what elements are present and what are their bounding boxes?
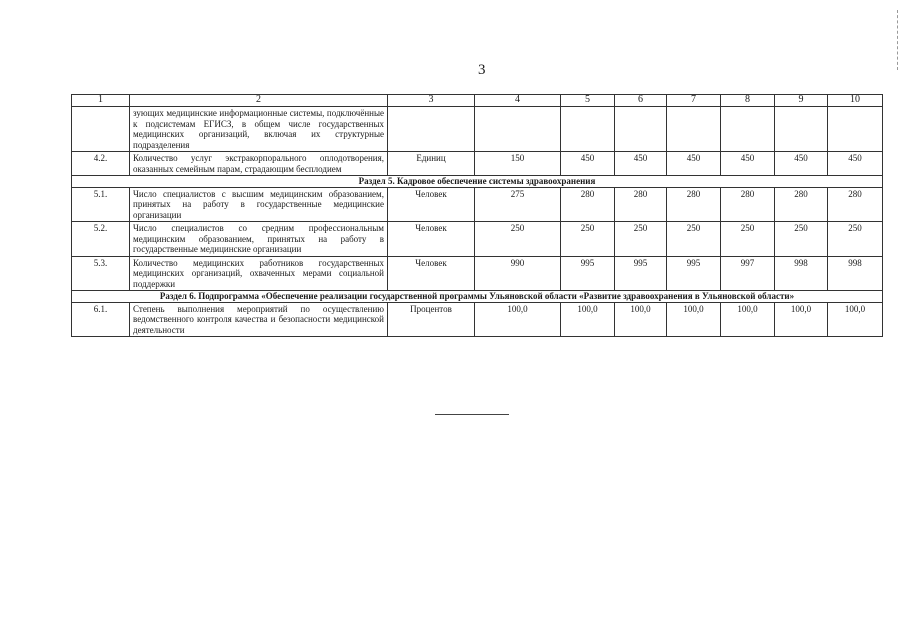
value-cell: 250 bbox=[721, 222, 775, 257]
table-row bbox=[72, 187, 883, 222]
value-cell bbox=[721, 107, 775, 152]
value-cell: 100,0 bbox=[667, 302, 721, 337]
value-cell: 150 bbox=[475, 152, 561, 176]
table-row bbox=[72, 302, 883, 337]
section-header-row bbox=[72, 176, 883, 188]
value-cell: 450 bbox=[561, 152, 615, 176]
value-cell: 100,0 bbox=[615, 302, 667, 337]
value-cell: 280 bbox=[828, 187, 883, 222]
table-row bbox=[72, 152, 883, 176]
section-title: Раздел 5. Кадровое обеспечение системы здравоохранения bbox=[72, 176, 883, 188]
row-number: 5.3. bbox=[72, 256, 130, 291]
scan-edge-marks bbox=[894, 10, 898, 70]
header-cell: 4 bbox=[475, 95, 561, 107]
value-cell: 100,0 bbox=[828, 302, 883, 337]
value-cell: 280 bbox=[615, 187, 667, 222]
indicator-name: Количество медицинских работников государственных медицинских организаций, охваченных мерами социальной поддержки bbox=[130, 256, 388, 291]
value-cell: 995 bbox=[615, 256, 667, 291]
row-number: 5.2. bbox=[72, 222, 130, 257]
value-cell: 998 bbox=[775, 256, 828, 291]
section-title: Раздел 6. Подпрограмма «Обеспечение реализации государственной программы Ульяновской области «Развитие здравоохранения в Ульяновской области» bbox=[72, 291, 883, 303]
value-cell: 250 bbox=[775, 222, 828, 257]
indicator-name: Количество услуг экстракорпорального оплодотворения, оказанных семейным парам, страдающим бесплодием bbox=[130, 152, 388, 176]
value-cell bbox=[475, 107, 561, 152]
value-cell: 250 bbox=[615, 222, 667, 257]
value-cell: 250 bbox=[475, 222, 561, 257]
row-number bbox=[72, 107, 130, 152]
value-cell bbox=[775, 107, 828, 152]
header-cell: 5 bbox=[561, 95, 615, 107]
header-cell: 3 bbox=[388, 95, 475, 107]
unit-of-measure: Человек bbox=[388, 222, 475, 257]
value-cell: 995 bbox=[667, 256, 721, 291]
value-cell: 998 bbox=[828, 256, 883, 291]
table-row bbox=[72, 107, 883, 152]
value-cell: 280 bbox=[775, 187, 828, 222]
value-cell: 250 bbox=[667, 222, 721, 257]
value-cell: 100,0 bbox=[561, 302, 615, 337]
value-cell: 250 bbox=[561, 222, 615, 257]
value-cell: 250 bbox=[828, 222, 883, 257]
row-number: 6.1. bbox=[72, 302, 130, 337]
header-cell: 10 bbox=[828, 95, 883, 107]
value-cell: 280 bbox=[667, 187, 721, 222]
indicator-name: Число специалистов со средним профессиональным медицинским образованием, принятых на работу в государственные медицинские организации bbox=[130, 222, 388, 257]
table-header-row bbox=[72, 95, 883, 107]
value-cell bbox=[615, 107, 667, 152]
value-cell: 100,0 bbox=[775, 302, 828, 337]
value-cell: 995 bbox=[561, 256, 615, 291]
unit-of-measure: Процентов bbox=[388, 302, 475, 337]
unit-of-measure: Человек bbox=[388, 187, 475, 222]
page-number: 3 bbox=[478, 62, 486, 78]
value-cell: 280 bbox=[561, 187, 615, 222]
value-cell: 275 bbox=[475, 187, 561, 222]
header-cell: 9 bbox=[775, 95, 828, 107]
indicator-name: Число специалистов с высшим медицинским образованием, принятых на работу в государственные медицинские организации bbox=[130, 187, 388, 222]
section-header-row bbox=[72, 291, 883, 303]
header-cell: 2 bbox=[130, 95, 388, 107]
row-number: 5.1. bbox=[72, 187, 130, 222]
value-cell: 997 bbox=[721, 256, 775, 291]
end-separator-line bbox=[435, 414, 509, 415]
header-cell: 7 bbox=[667, 95, 721, 107]
value-cell: 450 bbox=[828, 152, 883, 176]
value-cell: 450 bbox=[775, 152, 828, 176]
value-cell: 450 bbox=[721, 152, 775, 176]
indicator-name: Степень выполнения мероприятий по осуществлению ведомственного контроля качества и безопасности медицинской деятельности bbox=[130, 302, 388, 337]
value-cell: 280 bbox=[721, 187, 775, 222]
value-cell: 990 bbox=[475, 256, 561, 291]
table-row bbox=[72, 222, 883, 257]
indicators-table bbox=[71, 94, 883, 337]
value-cell: 450 bbox=[667, 152, 721, 176]
value-cell bbox=[561, 107, 615, 152]
header-cell: 6 bbox=[615, 95, 667, 107]
header-cell: 8 bbox=[721, 95, 775, 107]
unit-of-measure: Человек bbox=[388, 256, 475, 291]
value-cell: 450 bbox=[615, 152, 667, 176]
indicator-name: зующих медицинские информационные системы, подключённые к подсистемам ЕГИСЗ, в общем числе государственных медицинских организаций, включая их структурные подразделения bbox=[130, 107, 388, 152]
unit-of-measure: Единиц bbox=[388, 152, 475, 176]
unit-of-measure bbox=[388, 107, 475, 152]
row-number: 4.2. bbox=[72, 152, 130, 176]
value-cell: 100,0 bbox=[721, 302, 775, 337]
value-cell: 100,0 bbox=[475, 302, 561, 337]
value-cell bbox=[667, 107, 721, 152]
table-row bbox=[72, 256, 883, 291]
header-cell: 1 bbox=[72, 95, 130, 107]
value-cell bbox=[828, 107, 883, 152]
